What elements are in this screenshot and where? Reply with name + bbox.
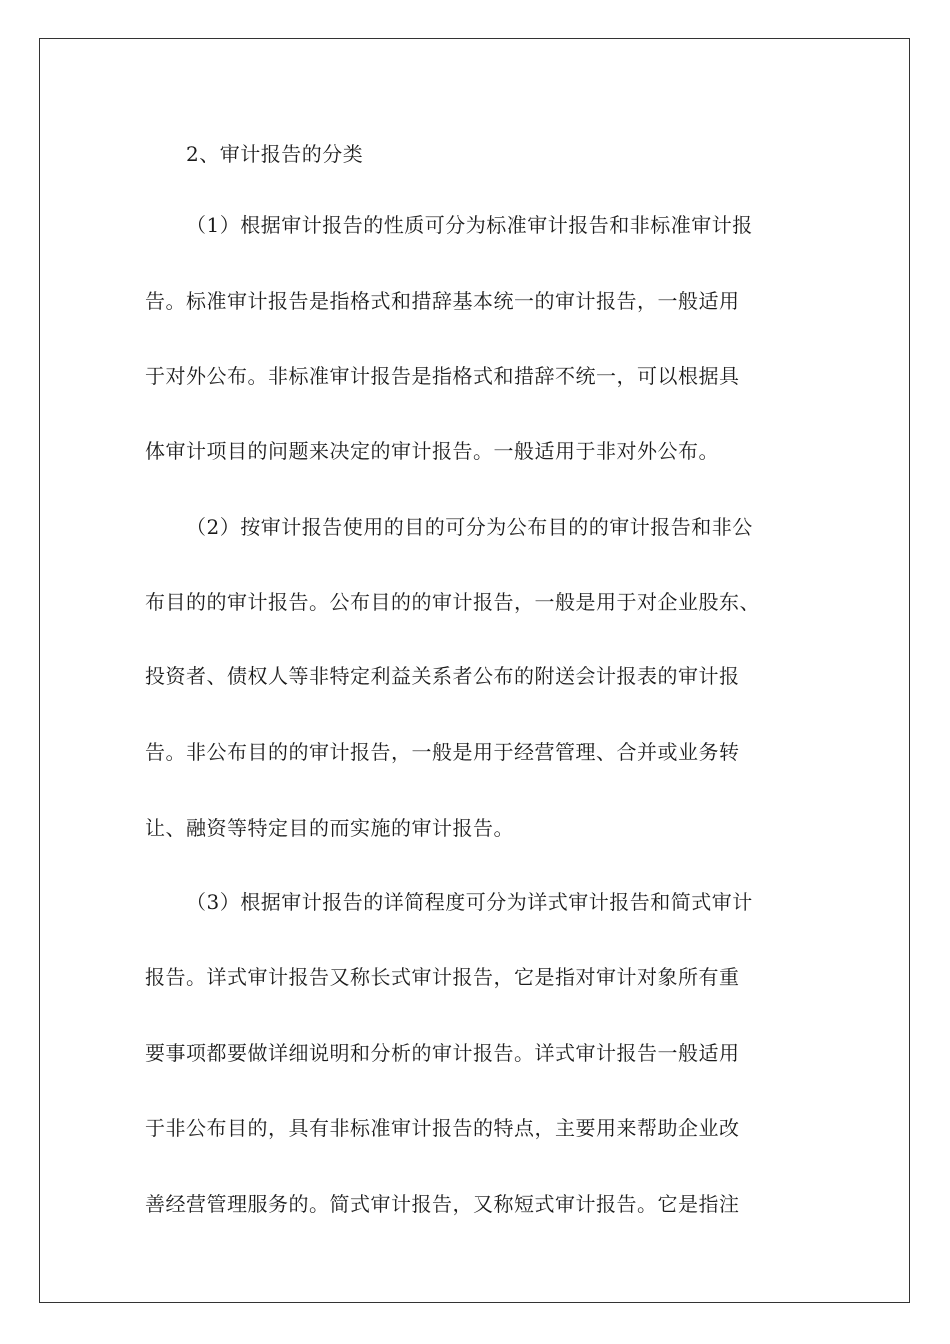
paragraph-2-line-1: （2）按审计报告使用的目的可分为公布目的的审计报告和非公 <box>186 515 753 539</box>
paragraph-3-line-1: （3）根据审计报告的详简程度可分为详式审计报告和简式审计 <box>186 890 753 914</box>
paragraph-1-line-2: 告。标准审计报告是指格式和措辞基本统一的审计报告，一般适用 <box>145 289 740 313</box>
paragraph-2-line-2: 布目的的审计报告。公布目的的审计报告，一般是用于对企业股东、 <box>145 590 760 614</box>
paragraph-3-line-4: 于非公布目的，具有非标准审计报告的特点，主要用来帮助企业改 <box>145 1116 740 1140</box>
paragraph-2-line-5: 让、融资等特定目的而实施的审计报告。 <box>145 816 514 840</box>
paragraph-3-line-5: 善经营管理服务的。简式审计报告，又称短式审计报告。它是指注 <box>145 1192 740 1216</box>
paragraph-3-line-3: 要事项都要做详细说明和分析的审计报告。详式审计报告一般适用 <box>145 1041 740 1065</box>
paragraph-2-line-4: 告。非公布目的的审计报告，一般是用于经营管理、合并或业务转 <box>145 740 740 764</box>
paragraph-1-line-3: 于对外公布。非标准审计报告是指格式和措辞不统一，可以根据具 <box>145 364 740 388</box>
paragraph-3-line-2: 报告。详式审计报告又称长式审计报告，它是指对审计对象所有重 <box>145 965 740 989</box>
paragraph-2-line-3: 投资者、债权人等非特定利益关系者公布的附送会计报表的审计报 <box>145 664 740 688</box>
paragraph-1-line-1: （1）根据审计报告的性质可分为标准审计报告和非标准审计报 <box>186 213 753 237</box>
paragraph-1-line-4: 体审计项目的问题来决定的审计报告。一般适用于非对外公布。 <box>145 439 719 463</box>
section-heading: 2、审计报告的分类 <box>186 142 364 166</box>
